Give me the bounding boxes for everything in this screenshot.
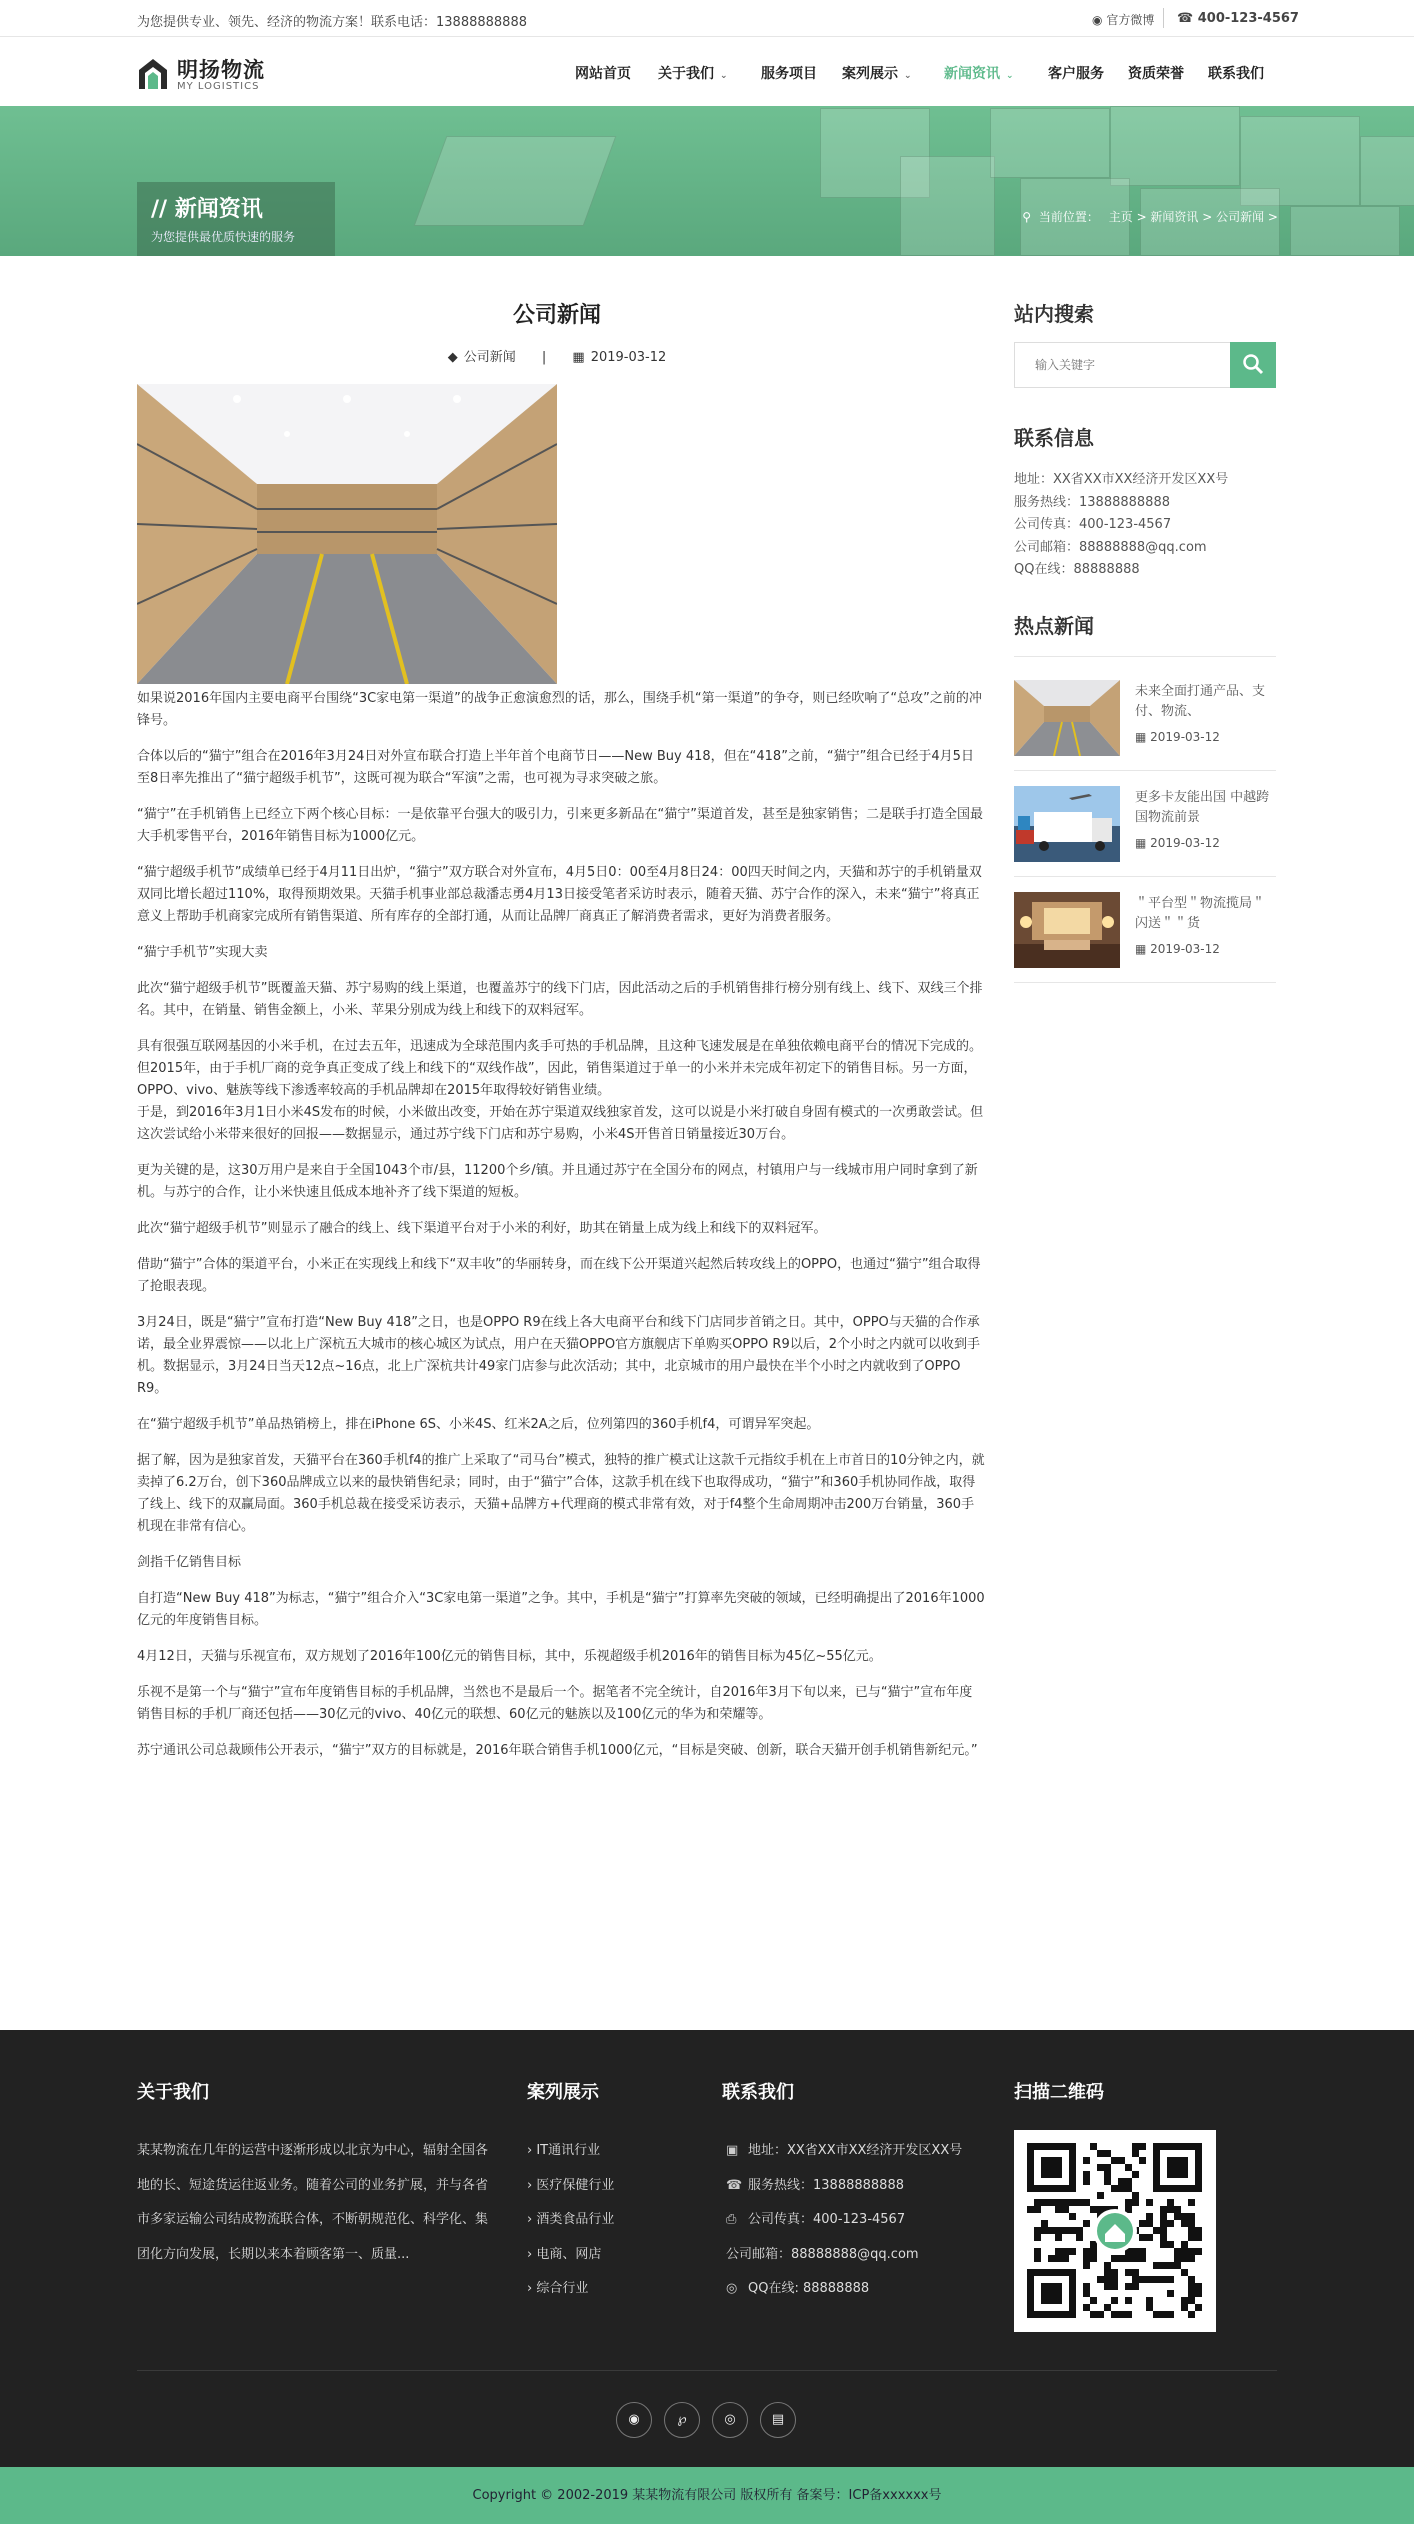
breadcrumb-label: 当前位置： — [1038, 210, 1099, 224]
footer-contact-address: ▣ 地址：XX省XX市XX经济开发区XX号 — [726, 2134, 962, 2169]
logo-mark-icon — [137, 56, 169, 90]
footer-case-link[interactable]: › 酒类食品行业 — [527, 2212, 615, 2227]
logo[interactable] — [137, 54, 277, 94]
hot-news-divider — [1014, 982, 1276, 983]
qq-icon: ◎ — [726, 2281, 738, 2296]
footer-contact-title: 联系我们 — [722, 2082, 794, 2103]
article-paragraph: 合体以后的“猫宁”组合在2016年3月24日对外宣布联合打造上半年首个电商节日——New Buy 418，但在“418”之前，“猫宁”组合已经于4月5日至8日率先推出了“猫宁超级手机节”，这既可视为联合“军演”之需，也可视为寻求突破之旅。 — [137, 749, 974, 786]
article-meta — [137, 346, 977, 365]
contact-fax: 公司传真：400-123-4567 — [1014, 517, 1172, 532]
hot-news-divider — [1014, 770, 1276, 771]
footer-case-link[interactable]: › 医疗保健行业 — [527, 2177, 615, 2193]
article-body — [137, 688, 985, 1776]
tag-icon: ◆ — [447, 350, 458, 365]
article-paragraph: 乐视不是第一个与“猫宁”宣布年度销售目标的手机品牌，当然也不是最后一个。据笔者不完全统计，自2016年3月下旬以来，已与“猫宁”宣布年度销售目标的手机厂商还包括——30亿元的vivo、40亿元的联想、60亿元的魅族以及100亿元的华为和荣耀等。 — [137, 1685, 973, 1722]
weibo-icon[interactable]: ◉ — [616, 2402, 652, 2438]
hot-news-item[interactable] — [1014, 680, 1276, 760]
meta-divider: | — [541, 350, 547, 365]
nav-item-about[interactable]: 关于我们 ⌄ — [658, 66, 728, 82]
article-paragraph: 借助“猫宁”合体的渠道平台，小米正在实现线上和线下“双丰收”的华丽转身，而在线下公开渠道兴起然后转攻线上的OPPO，也通过“猫宁”组合取得了抢眼表现。 — [137, 1257, 981, 1294]
article-paragraph: 更为关键的是，这30万用户是来自于全国1043个市/县，11200个乡/镇。并且通过苏宁在全国分布的网点，村镇用户与一线城市用户同时拿到了新机。与苏宁的合作，让小米快速且低成本地补齐了线下渠道的短板。 — [137, 1163, 978, 1200]
weibo-icon: ◉ — [1092, 13, 1103, 27]
footer-about-title: 关于我们 — [137, 2082, 209, 2103]
contact-info-list — [1014, 469, 1228, 582]
article-paragraph: 在“猫宁超级手机节”单品热销榜上，排在iPhone 6S、小米4S、红米2A之后，位列第四的360手机f4，可谓异军突起。 — [137, 1417, 820, 1432]
article-image-warehouse — [137, 384, 557, 684]
footer-cases-title: 案列展示 — [527, 2082, 599, 2103]
article-paragraph: 苏宁通讯公司总裁顾伟公开表示，“猫宁”双方的目标就是，2016年联合销售手机1000亿元，“目标是突破、创新，联合天猫开创手机销售新纪元。” — [137, 1743, 978, 1758]
article-paragraph: 据了解，因为是独家首发，天猫平台在360手机f4的推广上采取了“司马台”模式，独特的推广模式让这款千元指纹手机在上市首日的10分钟之内，就卖掉了6.2万台，创下360品牌成立以来的最快销售纪录；同时，由于“猫宁”合体，这款手机在线下也取得成功，“猫宁”和360手机协同作战，取得了线上、线下的双赢局面。360手机总裁在接受采访表示，天猫+品牌方+代理商的模式非常有效，对于f4整个生命周期冲击200万台销量，360手机现在非常有信心。 — [137, 1453, 985, 1534]
hot-news-thumb-warehouse — [1014, 680, 1120, 756]
qq-icon[interactable]: ◎ — [712, 2402, 748, 2438]
nav-item-customer-service[interactable]: 客户服务 — [1048, 66, 1104, 82]
contact-address: 地址：XX省XX市XX经济开发区XX号 — [1014, 472, 1229, 487]
banner-subtitle: 为您提供最优质快速的服务 — [151, 230, 296, 244]
chevron-down-icon: ⌄ — [904, 71, 912, 81]
article-date: 2019-03-12 — [590, 350, 667, 365]
chevron-down-icon: ⌄ — [720, 71, 728, 81]
article-title: 公司新闻 — [512, 303, 601, 328]
top-slogan: 为您提供专业、领先、经济的物流方案！联系电话：13888888888 — [137, 15, 527, 30]
contact-info-title: 联系信息 — [1014, 426, 1094, 450]
top-divider — [1163, 8, 1164, 28]
calendar-icon: ▦ — [572, 350, 585, 365]
hot-news-item[interactable] — [1014, 786, 1276, 866]
hot-news-date: ▦ 2019-03-12 — [1135, 836, 1220, 850]
hot-news-item[interactable] — [1014, 892, 1276, 972]
footer-contact-email: 公司邮箱：88888888@qq.com — [726, 2246, 919, 2262]
weibo-link[interactable] — [1092, 11, 1154, 28]
contact-hotline: 服务热线：13888888888 — [1014, 494, 1170, 510]
hot-news-thumb-truck — [1014, 786, 1120, 862]
breadcrumb-path[interactable]: 主页 > 新闻资讯 > 公司新闻 > — [1108, 210, 1278, 224]
top-phone-number: 400-123-4567 — [1197, 11, 1299, 26]
hot-news-date: ▦ 2019-03-12 — [1135, 942, 1220, 956]
hot-news-title: 更多卡友能出国 中越跨国物流前景 — [1135, 790, 1270, 825]
map-icon: ▣ — [726, 2143, 739, 2158]
banner-title: // 新闻资讯 — [151, 197, 263, 222]
nav-item-news[interactable]: 新闻资讯 ⌄ — [944, 66, 1014, 82]
calendar-icon: ▦ — [1135, 836, 1151, 850]
footer-qr-title: 扫描二维码 — [1014, 2082, 1104, 2103]
calendar-icon: ▦ — [1135, 942, 1151, 956]
footer-about-text: 某某物流在几年的运营中逐渐形成以北京为中心，辐射全国各地的长、短途货运往返业务。随着公司的业务扩展，并与各省市多家运输公司结成物流联合体，不断朝规范化、科学化、集团化方向发展，长期以来本着顾客第一、质量... — [137, 2143, 489, 2262]
search-title: 站内搜索 — [1014, 302, 1094, 326]
search-button[interactable] — [1230, 342, 1276, 388]
article-paragraph: 3月24日，既是“猫宁”宣布打造“New Buy 418”之日，也是OPPO R9在线上各大电商平台和线下门店同步首销之日。其中，OPPO与天猫的合作承诺，最全业界震惊——以北上广深杭五大城市的核心城区为试点，用户在天猫OPPO官方旗舰店下单购买OPPO R9以后，2个小时之内就可以收到手机。数据显示，3月24日当天12点~16点，北上广深杭共计49家门店参与此次活动；其中，北京城市的用户最快在半个小时之内就收到了OPPO R9。 — [137, 1315, 980, 1396]
article-paragraph: 具有很强互联网基因的小米手机，在过去五年，迅速成为全球范围内炙手可热的手机品牌，且这种飞速发展是在单独依赖电商平台的情况下完成的。但2015年，由于手机厂商的竞争真正变成了线上和线下的“双线作战”，因此，销售渠道过于单一的小米并未完成年初定下的销售目标。另一方面，OPPO、vivo、魅族等线下渗透率较高的手机品牌却在2015年取得较好销售业绩。 于是，到2016年3月1日小米4S发布的时候，小米做出改变，开始在苏宁渠道双线独家首发，这可以说是小米打破自身固有模式的一次勇敢尝试。但这次尝试给小米带来很好的回报——数据显示，通过苏宁线下门店和苏宁易购，小米4S开售首日销量接近30万台。 — [137, 1039, 984, 1142]
footer-case-link[interactable]: › 电商、网店 — [527, 2246, 602, 2262]
header — [0, 37, 1414, 106]
search-box — [1014, 342, 1276, 388]
article-paragraph: 此次“猫宁超级手机节”则显示了融合的线上、线下渠道平台对于小米的利好，助其在销量上成为线上和线下的双料冠军。 — [137, 1221, 827, 1236]
nav-item-home[interactable]: 网站首页 — [575, 66, 631, 82]
article-paragraph: 此次“猫宁超级手机节”既覆盖天猫、苏宁易购的线上渠道，也覆盖苏宁的线下门店，因此活动之后的手机销售排行榜分别有线上、线下、双线三个排名。其中，在销量、销售金额上，小米、苹果分别成为线上和线下的双料冠军。 — [137, 981, 983, 1018]
footer-divider — [137, 2370, 1277, 2371]
qr-code — [1014, 2130, 1216, 2332]
hot-news-title: 热点新闻 — [1014, 614, 1094, 638]
weibo-label: 官方微博 — [1106, 13, 1155, 27]
top-phone — [1177, 11, 1299, 26]
search-input[interactable] — [1014, 342, 1230, 388]
footer-contact-qq: ◎ QQ在线: 88888888 — [726, 2272, 962, 2307]
page-banner — [0, 106, 1414, 256]
footer-contact-hotline: ☎ 服务热线：13888888888 — [726, 2169, 962, 2204]
phone-icon: ☎ — [1177, 11, 1194, 26]
article-paragraph: “猫宁超级手机节”成绩单已经于4月11日出炉，“猫宁”双方联合对外宣布，4月5日0：00至4月8日24：00四天时间之内，天猫和苏宁的手机销量双双同比增长超过110%，取得预期效果。天猫手机事业部总裁潘志勇4月13日接受笔者采访时表示，随着天猫、苏宁合作的深入，未来“猫宁”将真正意义上帮助手机商家完成所有销售渠道、所有库存的全部打通，从而让品牌厂商真正了解消费者需求，更好为消费者服务。 — [137, 865, 982, 924]
chevron-down-icon: ⌄ — [1006, 71, 1014, 81]
article-category: 公司新闻 — [463, 350, 516, 365]
footer-contact-list — [726, 2134, 962, 2307]
nav-item-cases[interactable]: 案列展示 ⌄ — [842, 66, 912, 82]
contact-qq: QQ在线：88888888 — [1014, 562, 1140, 577]
footer-case-link[interactable]: › 综合行业 — [527, 2281, 589, 2296]
article-paragraph: 剑指千亿销售目标 — [137, 1555, 242, 1570]
calendar-icon: ▦ — [1135, 730, 1151, 744]
hot-news-date: ▦ 2019-03-12 — [1135, 730, 1220, 744]
fax-icon: ⎙ — [726, 2212, 737, 2227]
location-icon: ⚲ — [1022, 210, 1032, 224]
breadcrumb — [1022, 208, 1278, 225]
top-bar — [0, 0, 1414, 37]
contact-email: 公司邮箱：88888888@qq.com — [1014, 539, 1207, 555]
article-paragraph: “猫宁”在手机销售上已经立下两个核心目标：一是依靠平台强大的吸引力，引来更多新品在“猫宁”渠道首发，甚至是独家销售；二是联手打造全国最大手机零售平台，2016年销售目标为1000亿元。 — [137, 807, 983, 844]
footer-cases-list — [527, 2134, 614, 2307]
hot-news-title: 未来全面打通产品、支付、物流、 — [1135, 684, 1266, 719]
footer-contact-fax: ⎙ 公司传真：400-123-4567 — [726, 2203, 962, 2238]
hot-news-title: ＂平台型＂物流揽局＂闪送＂＂货 — [1135, 896, 1266, 931]
article-paragraph: 自打造“New Buy 418”为标志，“猫宁”组合介入“3C家电第一渠道”之争。其中，手机是“猫宁”打算率先突破的领域，已经明确提出了2016年1000亿元的年度销售目标。 — [137, 1591, 985, 1628]
nav-item-contact[interactable]: 联系我们 — [1208, 66, 1264, 82]
logo-en: MY LOGISTICS — [177, 81, 260, 92]
copyright-text: Copyright © 2002-2019 某某物流有限公司 版权所有 备案号：ICP备xxxxxx号 — [472, 2488, 942, 2503]
hot-news-divider — [1014, 876, 1276, 877]
footer-case-link[interactable]: › IT通讯行业 — [527, 2143, 601, 2158]
article-paragraph: 4月12日，天猫与乐视宣布，双方规划了2016年100亿元的销售目标，其中，乐视超级手机2016年的销售目标为45亿~55亿元。 — [137, 1649, 882, 1664]
hot-news-thumb-room — [1014, 892, 1120, 968]
article-paragraph: 如果说2016年国内主要电商平台围绕“3C家电第一渠道”的战争正愈演愈烈的话，那么，围绕手机“第一渠道”的争夺，则已经吹响了“总攻”之前的冲锋号。 — [137, 691, 982, 728]
banner-title-box — [137, 182, 335, 256]
hot-news-divider — [1014, 656, 1276, 657]
logo-name: 明扬物流 — [177, 58, 265, 82]
footer — [0, 2030, 1414, 2467]
copyright-bar — [0, 2467, 1414, 2524]
nav-item-honors[interactable]: 资质荣誉 — [1128, 66, 1184, 82]
phone-icon: ☎ — [726, 2177, 743, 2193]
nav-item-services[interactable]: 服务项目 — [761, 66, 817, 82]
pinterest-icon[interactable]: ℘ — [664, 2402, 700, 2438]
search-icon — [1242, 353, 1264, 375]
article-paragraph: “猫宁手机节”实现大卖 — [137, 945, 268, 960]
cart-icon[interactable]: ▤ — [760, 2402, 796, 2438]
